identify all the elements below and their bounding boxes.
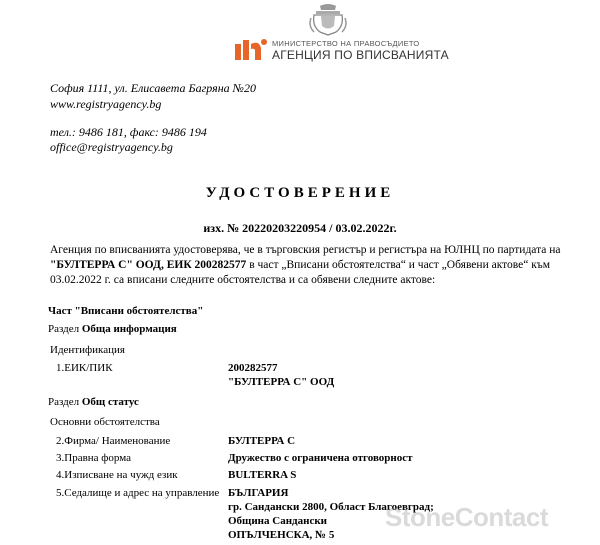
registry-agency-logo-icon <box>235 36 267 64</box>
intro-line-2-rest: в част „Вписани обстоятелства“ и част „Обявени актове“ към <box>246 259 551 271</box>
address-line-2: Община Сандански <box>228 515 328 527</box>
basic-circumstances-label: Основни обстоятелства <box>50 416 160 428</box>
section-word: Раздел <box>48 396 82 408</box>
issue-number: изх. № 20220203220954 / 03.02.2022г. <box>203 221 397 235</box>
section-word: Раздел <box>48 323 82 335</box>
section-general-status <box>48 396 139 408</box>
company-bold-text: "БУЛТЕРРА С" ООД, ЕИК 200282577 <box>50 259 247 271</box>
eik-value: 200282577 <box>228 362 278 374</box>
row-value-legal-form: Дружество с ограничена отговорност <box>228 452 413 464</box>
section-general-info <box>48 323 177 335</box>
part-title: Част "Вписани обстоятелства" <box>48 305 204 317</box>
row-value-firm: БУЛТЕРРА С <box>228 435 296 447</box>
intro-line-3: 03.02.2022 г. са вписани следните обстоятелства и са обявени следните актове: <box>50 274 436 286</box>
section-general-info-name: Обща информация <box>81 323 177 335</box>
row-value-foreign-name: BULTERRA S <box>228 469 297 481</box>
intro-line-1: Агенция по вписванията удостоверява, че в търговския регистър и регистъра на ЮЛНЦ по партидата на <box>50 244 561 256</box>
certificate-title: УДОСТОВЕРЕНИЕ <box>205 185 395 201</box>
eik-label: 1.ЕИК/ПИК <box>56 362 113 374</box>
identification-label: Идентификация <box>50 344 125 356</box>
ministry-name: МИНИСТЕРСТВО НА ПРАВОСЪДИЕТО <box>272 39 420 48</box>
row-label-legal-form: 3.Правна форма <box>56 452 132 464</box>
website-text: www.registryagency.bg <box>50 97 162 111</box>
address-text: София 1111, ул. Елисавета Багряна №20 <box>50 81 256 95</box>
row-label-firm: 2.Фирма/ Наименование <box>56 435 171 447</box>
phone-fax-text: тел.: 9486 181, факс: 9486 194 <box>50 125 207 139</box>
agency-name: АГЕНЦИЯ ПО ВПИСВАНИЯТА <box>272 48 449 62</box>
intro-line-2 <box>50 259 550 271</box>
address-line-1: гр. Сандански 2800, Област Благоевград; <box>228 501 434 513</box>
row-label-foreign-name: 4.Изписване на чужд език <box>56 469 178 481</box>
email-text: office@registryagency.bg <box>50 140 173 154</box>
row-value-country: БЪЛГАРИЯ <box>228 487 289 499</box>
row-label-seat-address: 5.Седалище и адрес на управление <box>56 487 220 499</box>
address-line-3: ОПЪЛЧЕНСКА, № 5 <box>228 529 335 541</box>
watermark-text: StoneContact <box>385 502 548 532</box>
section-general-status-name: Общ статус <box>81 396 139 408</box>
eik-company-name: "БУЛТЕРРА С" ООД <box>228 376 335 388</box>
coat-of-arms-icon <box>308 2 348 36</box>
